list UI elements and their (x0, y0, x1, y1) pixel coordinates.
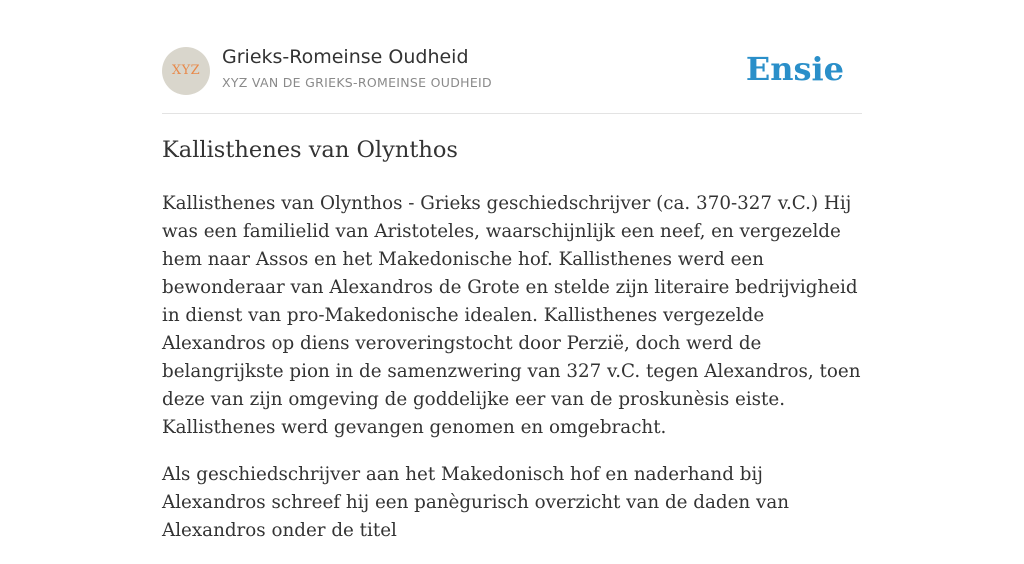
source-title-link[interactable]: Grieks-Romeinse Oudheid (222, 46, 469, 68)
article-paragraph: Kallisthenes van Olynthos - Grieks geschiedschrijver (ca. 370-327 v.C.) Hij was een familielid van Aristoteles, waarschijnlijk een neef, en vergezelde hem naar Assos en het Makedonische hof. Kallisthenes werd een bewonderaar van Alexandros de Grote en stelde zijn literaire bedrijvigheid in dienst van pro-Makedonische idealen. Kallisthenes vergezelde Alexandros op diens veroveringstocht door Perzië, doch werd de belangrijkste pion in de samenzwering van 327 v.C. tegen Alexandros, toen deze van zijn omgeving de goddelijke eer van de proskunèsis eiste. Kallisthenes werd gevangen genomen en omgebracht. (162, 193, 861, 438)
article-title: Kallisthenes van Olynthos (162, 137, 458, 163)
source-avatar[interactable]: XYZ (162, 47, 210, 95)
article-paragraph: Als geschiedschrijver aan het Makedonisch hof en naderhand bij Alexandros schreef hij een panègurisch overzicht van de daden van Alexandros onder de titel (162, 464, 790, 541)
ensie-logo[interactable]: Ensie (745, 50, 844, 88)
page-container (162, 0, 862, 541)
source-subtitle: XYZ VAN DE GRIEKS-ROMEINSE OUDHEID (222, 75, 492, 90)
source-header (162, 0, 862, 114)
article-body (162, 190, 862, 564)
